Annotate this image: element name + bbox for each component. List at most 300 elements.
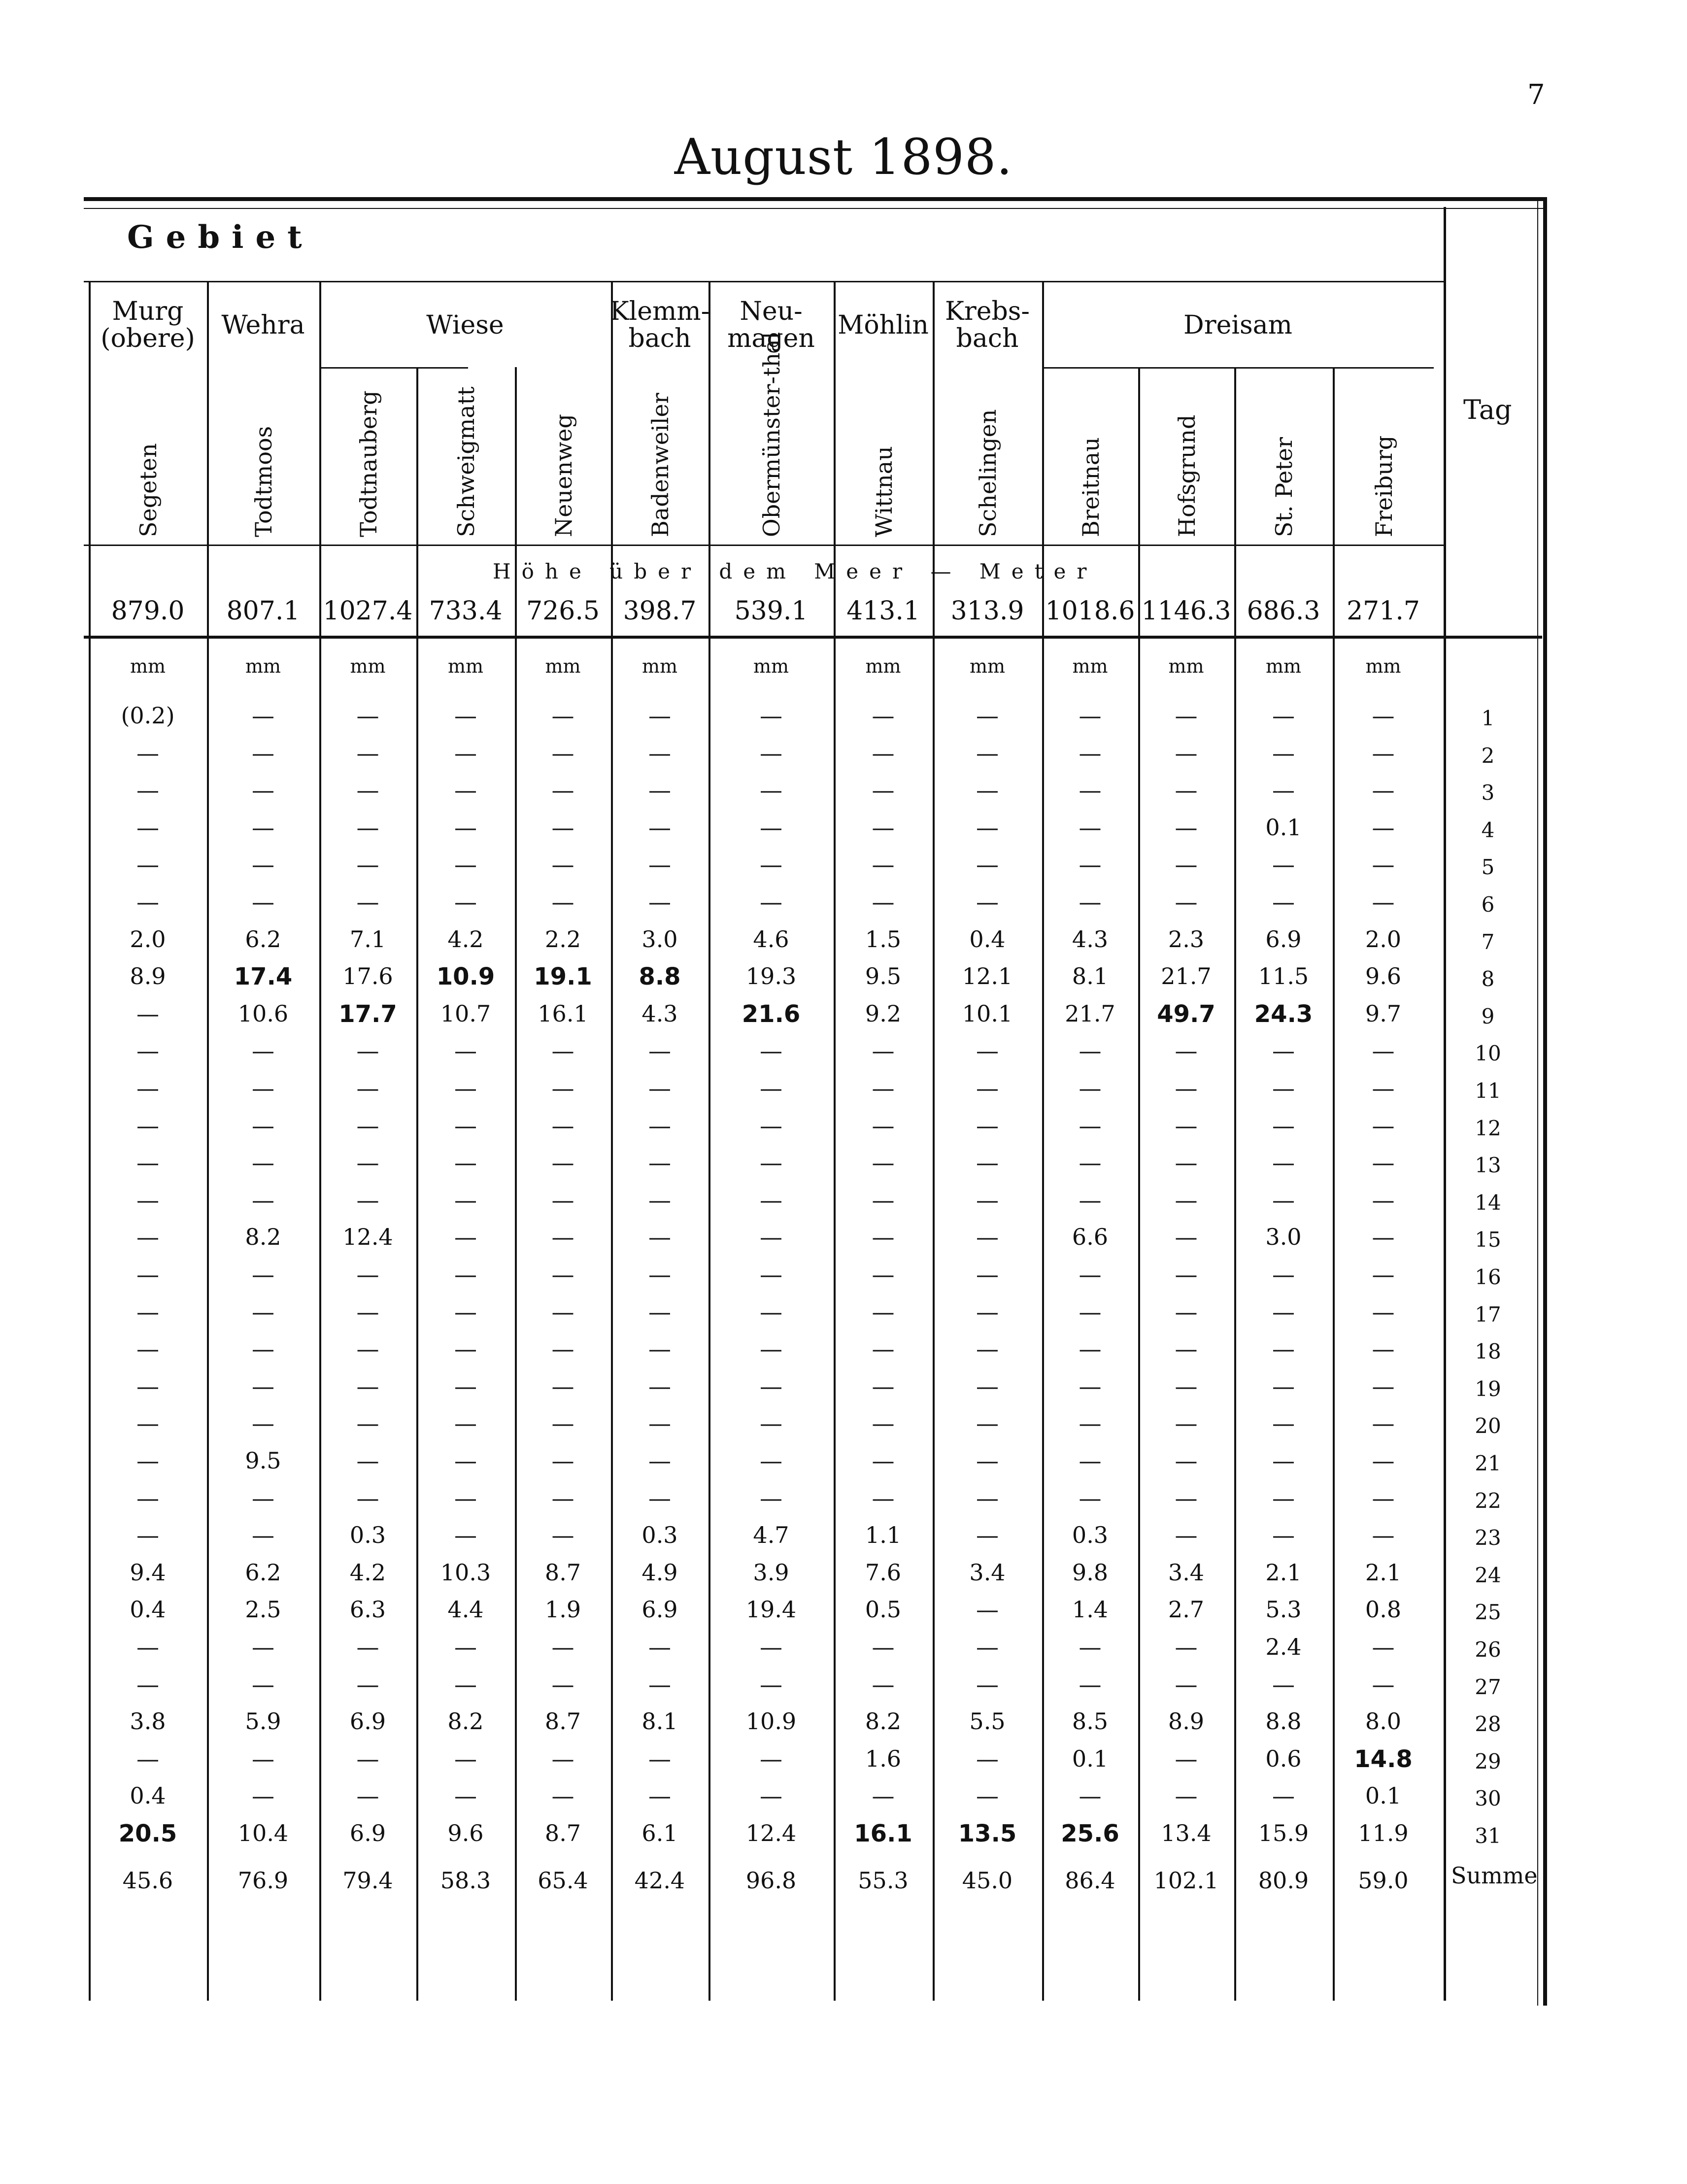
table-cell: — bbox=[1272, 1261, 1295, 1288]
table-cell: — bbox=[760, 888, 782, 915]
table-cell: 4.2 bbox=[447, 925, 484, 953]
table-cell: 19.4 bbox=[745, 1596, 797, 1623]
table-cell: — bbox=[356, 1186, 379, 1213]
table-cell: 6.9 bbox=[641, 1596, 678, 1623]
table-cell: — bbox=[872, 1037, 895, 1064]
table-cell: — bbox=[454, 1410, 477, 1437]
table-cell: — bbox=[872, 1335, 895, 1363]
table-cell: — bbox=[648, 1447, 671, 1474]
table-cell: — bbox=[356, 1149, 379, 1176]
table-cell: 10.6 bbox=[237, 1000, 289, 1027]
sum-cell: 45.6 bbox=[122, 1867, 173, 1894]
station-elevation: 413.1 bbox=[846, 596, 920, 626]
table-cell: 21.6 bbox=[742, 1000, 801, 1028]
table-cell: — bbox=[1079, 702, 1102, 729]
table-cell: — bbox=[356, 1484, 379, 1511]
table-cell: — bbox=[136, 1149, 159, 1176]
unit-label: mm bbox=[130, 655, 166, 677]
station-elevation: 807.1 bbox=[226, 596, 300, 626]
day-number: 16 bbox=[1475, 1265, 1501, 1289]
station-elevation: 313.9 bbox=[950, 596, 1024, 626]
table-cell: — bbox=[551, 702, 574, 729]
table-cell: — bbox=[976, 1671, 999, 1698]
table-cell: — bbox=[760, 1261, 782, 1288]
table-cell: — bbox=[356, 1745, 379, 1772]
sum-cell: 96.8 bbox=[745, 1867, 797, 1894]
table-cell: — bbox=[551, 1745, 574, 1772]
table-cell: — bbox=[1175, 1634, 1198, 1660]
table-cell: 0.4 bbox=[969, 925, 1006, 953]
table-cell: 9.5 bbox=[865, 963, 902, 990]
table-cell: 9.6 bbox=[1365, 963, 1402, 990]
table-cell: — bbox=[252, 1261, 274, 1288]
table-cell: — bbox=[252, 814, 274, 841]
station-name: Breitnau bbox=[1077, 437, 1104, 537]
table-cell: 0.4 bbox=[130, 1596, 166, 1623]
table-cell: 4.3 bbox=[641, 1000, 678, 1027]
table-cell: — bbox=[976, 777, 999, 804]
table-cell: — bbox=[136, 1075, 159, 1101]
table-cell: — bbox=[454, 814, 477, 841]
table-cell: 8.8 bbox=[639, 963, 681, 991]
table-cell: — bbox=[356, 814, 379, 841]
table-cell: 11.5 bbox=[1258, 963, 1309, 990]
table-cell: — bbox=[136, 1410, 159, 1437]
table-cell: 0.1 bbox=[1265, 814, 1302, 841]
table-cell: 6.9 bbox=[1265, 925, 1302, 953]
table-cell: — bbox=[136, 1522, 159, 1549]
table-cell: — bbox=[356, 1112, 379, 1139]
group-header: Murg (obere) bbox=[101, 297, 195, 353]
table-cell: 9.4 bbox=[130, 1559, 166, 1586]
table-cell: 2.3 bbox=[1168, 925, 1205, 953]
table-cell: 8.9 bbox=[1168, 1708, 1205, 1735]
table-cell: — bbox=[356, 1037, 379, 1064]
day-number: 22 bbox=[1475, 1488, 1501, 1513]
table-cell: — bbox=[1175, 1298, 1198, 1325]
table-cell: — bbox=[454, 1335, 477, 1363]
table-cell: 1.9 bbox=[544, 1596, 581, 1623]
table-cell: — bbox=[136, 1634, 159, 1660]
column-rule bbox=[1042, 281, 1044, 2001]
table-cell: — bbox=[136, 814, 159, 841]
table-cell: — bbox=[454, 1522, 477, 1549]
table-cell: — bbox=[1372, 888, 1395, 915]
station-name: Schweigmatt bbox=[453, 386, 479, 537]
table-cell: 3.9 bbox=[753, 1559, 789, 1586]
table-cell: 6.9 bbox=[349, 1708, 386, 1735]
table-cell: — bbox=[1079, 777, 1102, 804]
station-elevation: 271.7 bbox=[1347, 596, 1420, 626]
table-cell: — bbox=[454, 1075, 477, 1101]
day-number: 11 bbox=[1475, 1079, 1501, 1103]
table-right-rule-thin bbox=[1537, 197, 1538, 2006]
table-cell: — bbox=[136, 888, 159, 915]
table-cell: — bbox=[356, 1447, 379, 1474]
sum-cell: 59.0 bbox=[1358, 1867, 1409, 1894]
table-cell: 7.1 bbox=[349, 925, 386, 953]
table-cell: — bbox=[551, 1149, 574, 1176]
table-cell: — bbox=[551, 1224, 574, 1251]
day-number: 28 bbox=[1475, 1712, 1501, 1737]
table-cell: — bbox=[1372, 1484, 1395, 1511]
unit-label: mm bbox=[1265, 655, 1302, 677]
table-cell: 9.6 bbox=[447, 1820, 484, 1846]
table-cell: — bbox=[1175, 1335, 1198, 1363]
table-cell: — bbox=[454, 1671, 477, 1698]
table-cell: — bbox=[872, 1224, 895, 1251]
table-cell: 12.4 bbox=[745, 1820, 797, 1846]
table-cell: — bbox=[760, 1782, 782, 1809]
table-cell: — bbox=[976, 1596, 999, 1623]
table-cell: — bbox=[872, 888, 895, 915]
table-cell: 2.4 bbox=[1265, 1634, 1302, 1660]
table-cell: — bbox=[136, 1447, 159, 1474]
table-cell: — bbox=[551, 1298, 574, 1325]
unit-label: mm bbox=[245, 655, 281, 677]
table-cell: 9.5 bbox=[245, 1447, 281, 1474]
table-cell: 1.5 bbox=[865, 925, 902, 953]
group-top-rule bbox=[84, 281, 1444, 282]
table-cell: 3.4 bbox=[969, 1559, 1006, 1586]
table-cell: — bbox=[760, 1298, 782, 1325]
station-elevation: 539.1 bbox=[734, 596, 808, 626]
unit-label: mm bbox=[865, 655, 901, 677]
column-rule bbox=[319, 281, 321, 2001]
table-cell: — bbox=[1372, 814, 1395, 841]
table-cell: 9.8 bbox=[1072, 1559, 1109, 1586]
table-cell: — bbox=[356, 1410, 379, 1437]
table-cell: — bbox=[976, 1298, 999, 1325]
sum-cell: 102.1 bbox=[1153, 1867, 1219, 1894]
table-cell: 2.1 bbox=[1265, 1559, 1302, 1586]
station-elevation: 686.3 bbox=[1247, 596, 1320, 626]
table-cell: — bbox=[648, 1149, 671, 1176]
table-cell: — bbox=[1372, 1335, 1395, 1363]
table-cell: — bbox=[1079, 1410, 1102, 1437]
table-cell: — bbox=[872, 1372, 895, 1399]
station-name: Obermünster-thal bbox=[758, 332, 785, 537]
table-cell: — bbox=[1372, 1261, 1395, 1288]
group-header: Möhlin bbox=[838, 310, 929, 340]
day-number: 30 bbox=[1475, 1786, 1501, 1811]
table-cell: — bbox=[1175, 739, 1198, 766]
table-cell: 9.2 bbox=[865, 1000, 902, 1027]
table-cell: — bbox=[872, 1261, 895, 1288]
table-cell: 6.2 bbox=[245, 925, 281, 953]
table-cell: 5.9 bbox=[245, 1708, 281, 1735]
table-cell: — bbox=[136, 1112, 159, 1139]
table-cell: — bbox=[648, 1671, 671, 1698]
table-cell: — bbox=[1272, 1782, 1295, 1809]
table-cell: — bbox=[1272, 1447, 1295, 1474]
table-cell: — bbox=[872, 814, 895, 841]
table-cell: — bbox=[252, 1671, 274, 1698]
table-cell: — bbox=[1272, 1037, 1295, 1064]
table-cell: — bbox=[648, 1261, 671, 1288]
table-cell: — bbox=[356, 1261, 379, 1288]
table-cell: 9.7 bbox=[1365, 1000, 1402, 1027]
table-cell: — bbox=[1079, 1298, 1102, 1325]
table-cell: — bbox=[454, 1745, 477, 1772]
table-cell: — bbox=[136, 1186, 159, 1213]
station-top-rule bbox=[319, 367, 468, 369]
table-cell: — bbox=[1175, 1261, 1198, 1288]
table-cell: 21.7 bbox=[1161, 963, 1212, 990]
table-cell: — bbox=[136, 1335, 159, 1363]
unit-label: mm bbox=[641, 655, 678, 677]
table-cell: 0.1 bbox=[1072, 1745, 1109, 1772]
day-number: 6 bbox=[1481, 892, 1495, 917]
table-cell: — bbox=[872, 1075, 895, 1101]
day-number: 17 bbox=[1475, 1302, 1501, 1327]
day-number: 19 bbox=[1475, 1376, 1501, 1401]
table-cell: — bbox=[136, 1224, 159, 1251]
table-cell: 10.1 bbox=[962, 1000, 1013, 1027]
table-cell: — bbox=[551, 1112, 574, 1139]
table-cell: — bbox=[252, 851, 274, 878]
day-number: 27 bbox=[1475, 1674, 1501, 1699]
table-cell: — bbox=[1372, 1447, 1395, 1474]
table-cell: — bbox=[976, 1410, 999, 1437]
column-rule bbox=[709, 281, 710, 2001]
station-name: Todtmoos bbox=[250, 426, 277, 537]
table-cell: 2.5 bbox=[245, 1596, 281, 1623]
table-cell: — bbox=[454, 1112, 477, 1139]
table-cell: — bbox=[760, 1224, 782, 1251]
table-cell: 6.1 bbox=[641, 1820, 678, 1846]
table-cell: — bbox=[648, 1484, 671, 1511]
table-cell: — bbox=[976, 1261, 999, 1288]
table-cell: — bbox=[648, 1224, 671, 1251]
table-cell: — bbox=[551, 814, 574, 841]
table-cell: — bbox=[252, 1372, 274, 1399]
table-cell: 17.6 bbox=[342, 963, 393, 990]
table-cell: 8.9 bbox=[130, 963, 166, 990]
table-cell: — bbox=[356, 1671, 379, 1698]
group-header: Neu-magen bbox=[727, 297, 815, 353]
table-cell: — bbox=[872, 1634, 895, 1660]
sum-cell: 79.4 bbox=[342, 1867, 393, 1894]
table-cell: — bbox=[976, 1037, 999, 1064]
table-cell: — bbox=[1372, 1298, 1395, 1325]
table-cell: — bbox=[551, 1782, 574, 1809]
table-cell: — bbox=[356, 851, 379, 878]
table-cell: — bbox=[252, 1782, 274, 1809]
table-cell: 3.8 bbox=[130, 1708, 166, 1735]
table-cell: — bbox=[760, 739, 782, 766]
table-cell: — bbox=[976, 1745, 999, 1772]
column-rule bbox=[834, 281, 836, 2001]
table-cell: — bbox=[760, 851, 782, 878]
table-cell: — bbox=[1175, 1149, 1198, 1176]
table-cell: — bbox=[356, 1634, 379, 1660]
station-elevation: 1146.3 bbox=[1141, 596, 1231, 626]
table-cell: — bbox=[1079, 1037, 1102, 1064]
table-cell: — bbox=[1175, 777, 1198, 804]
table-cell: — bbox=[1175, 1075, 1198, 1101]
table-cell: — bbox=[356, 739, 379, 766]
table-cell: 3.0 bbox=[641, 925, 678, 953]
day-number: 5 bbox=[1481, 855, 1495, 880]
day-number: 8 bbox=[1481, 967, 1495, 991]
station-elevation: 398.7 bbox=[623, 596, 697, 626]
table-cell: 8.7 bbox=[544, 1559, 581, 1586]
table-cell: — bbox=[551, 1410, 574, 1437]
table-cell: — bbox=[1272, 1372, 1295, 1399]
table-cell: — bbox=[648, 888, 671, 915]
table-cell: — bbox=[252, 1298, 274, 1325]
table-cell: 4.2 bbox=[349, 1559, 386, 1586]
table-cell: — bbox=[872, 1298, 895, 1325]
table-cell: — bbox=[648, 1298, 671, 1325]
table-cell: — bbox=[454, 1037, 477, 1064]
table-cell: — bbox=[252, 1149, 274, 1176]
column-rule-left bbox=[89, 281, 91, 2001]
unit-label: mm bbox=[447, 655, 484, 677]
day-number: 12 bbox=[1475, 1116, 1501, 1140]
table-cell: — bbox=[872, 1186, 895, 1213]
table-cell: — bbox=[1079, 1149, 1102, 1176]
table-cell: — bbox=[872, 1410, 895, 1437]
table-cell: — bbox=[648, 739, 671, 766]
table-cell: — bbox=[356, 888, 379, 915]
table-cell: 20.5 bbox=[118, 1820, 177, 1847]
table-cell: — bbox=[454, 739, 477, 766]
table-cell: — bbox=[252, 888, 274, 915]
table-cell: — bbox=[1372, 1186, 1395, 1213]
table-cell: — bbox=[1079, 1112, 1102, 1139]
table-cell: 8.2 bbox=[245, 1224, 281, 1251]
table-cell: — bbox=[1272, 1484, 1295, 1511]
sum-cell: 76.9 bbox=[237, 1867, 289, 1894]
table-cell: — bbox=[454, 851, 477, 878]
table-cell: — bbox=[551, 888, 574, 915]
day-number: 29 bbox=[1475, 1749, 1501, 1774]
table-cell: — bbox=[551, 739, 574, 766]
table-cell: — bbox=[1272, 1522, 1295, 1549]
gebiet-label: Gebiet bbox=[127, 219, 314, 256]
table-cell: — bbox=[976, 1075, 999, 1101]
table-cell: — bbox=[454, 1224, 477, 1251]
table-cell: — bbox=[252, 1484, 274, 1511]
table-cell: — bbox=[1175, 1112, 1198, 1139]
table-cell: — bbox=[551, 1261, 574, 1288]
table-cell: — bbox=[648, 1112, 671, 1139]
day-number: 4 bbox=[1481, 818, 1495, 842]
table-cell: — bbox=[760, 1335, 782, 1363]
table-cell: — bbox=[976, 1782, 999, 1809]
table-cell: — bbox=[551, 1671, 574, 1698]
table-cell: 10.7 bbox=[440, 1000, 491, 1027]
table-cell: — bbox=[356, 1782, 379, 1809]
table-cell: — bbox=[760, 1410, 782, 1437]
table-cell: 14.8 bbox=[1354, 1745, 1413, 1773]
table-cell: 8.0 bbox=[1365, 1708, 1402, 1735]
table-cell: — bbox=[1175, 1410, 1198, 1437]
table-cell: — bbox=[872, 1149, 895, 1176]
table-cell: — bbox=[356, 1372, 379, 1399]
group-header: Wehra bbox=[221, 310, 305, 340]
unit-label: mm bbox=[1072, 655, 1108, 677]
table-cell: — bbox=[1372, 1522, 1395, 1549]
unit-label: mm bbox=[969, 655, 1006, 677]
table-cell: — bbox=[356, 1335, 379, 1363]
sum-cell: 86.4 bbox=[1065, 1867, 1115, 1894]
table-cell: — bbox=[760, 1112, 782, 1139]
table-cell: — bbox=[1079, 1484, 1102, 1511]
table-cell: 17.4 bbox=[234, 963, 293, 991]
table-cell: — bbox=[648, 777, 671, 804]
table-cell: — bbox=[1175, 851, 1198, 878]
table-cell: — bbox=[648, 814, 671, 841]
table-cell: — bbox=[1372, 1149, 1395, 1176]
table-cell: — bbox=[551, 1037, 574, 1064]
table-cell: 2.7 bbox=[1168, 1596, 1205, 1623]
page-title: August 1898. bbox=[674, 128, 1013, 186]
group-header: Wiese bbox=[426, 310, 504, 340]
table-cell: — bbox=[136, 851, 159, 878]
table-cell: 0.6 bbox=[1265, 1745, 1302, 1772]
tag-label: Tag bbox=[1463, 394, 1512, 425]
table-cell: — bbox=[976, 1634, 999, 1660]
table-cell: — bbox=[252, 777, 274, 804]
table-cell: 3.0 bbox=[1265, 1224, 1302, 1251]
table-cell: — bbox=[760, 1745, 782, 1772]
table-cell: — bbox=[648, 1335, 671, 1363]
table-cell: — bbox=[1372, 739, 1395, 766]
table-cell: — bbox=[1079, 1372, 1102, 1399]
table-cell: — bbox=[454, 1634, 477, 1660]
table-cell: — bbox=[1175, 814, 1198, 841]
table-cell: — bbox=[1372, 1037, 1395, 1064]
table-cell: — bbox=[976, 739, 999, 766]
table-cell: — bbox=[454, 1261, 477, 1288]
table-cell: — bbox=[976, 1522, 999, 1549]
table-cell: — bbox=[252, 702, 274, 729]
day-number: 2 bbox=[1481, 743, 1495, 768]
table-cell: — bbox=[1079, 1634, 1102, 1660]
table-cell: — bbox=[454, 702, 477, 729]
table-cell: — bbox=[252, 1075, 274, 1101]
table-cell: 0.3 bbox=[1072, 1522, 1109, 1549]
table-cell: — bbox=[136, 1298, 159, 1325]
unit-label: mm bbox=[1168, 655, 1204, 677]
table-cell: — bbox=[648, 1745, 671, 1772]
table-cell: — bbox=[252, 1037, 274, 1064]
table-cell: 19.1 bbox=[534, 963, 592, 991]
table-cell: — bbox=[648, 1186, 671, 1213]
table-cell: — bbox=[1372, 1075, 1395, 1101]
table-cell: — bbox=[551, 1634, 574, 1660]
table-cell: — bbox=[454, 1782, 477, 1809]
table-cell: 10.9 bbox=[745, 1708, 797, 1735]
table-cell: 6.3 bbox=[349, 1596, 386, 1623]
table-cell: — bbox=[1079, 888, 1102, 915]
table-cell: — bbox=[252, 1522, 274, 1549]
station-name: Hofsgrund bbox=[1173, 414, 1200, 537]
table-cell: — bbox=[1372, 702, 1395, 729]
table-cell: — bbox=[976, 1224, 999, 1251]
table-cell: — bbox=[976, 814, 999, 841]
table-cell: — bbox=[454, 1372, 477, 1399]
station-name: St. Peter bbox=[1271, 437, 1297, 537]
table-cell: — bbox=[551, 777, 574, 804]
table-cell: — bbox=[872, 851, 895, 878]
sum-cell: 55.3 bbox=[858, 1867, 909, 1894]
table-cell: 16.1 bbox=[538, 1000, 588, 1027]
sum-cell: 58.3 bbox=[440, 1867, 491, 1894]
